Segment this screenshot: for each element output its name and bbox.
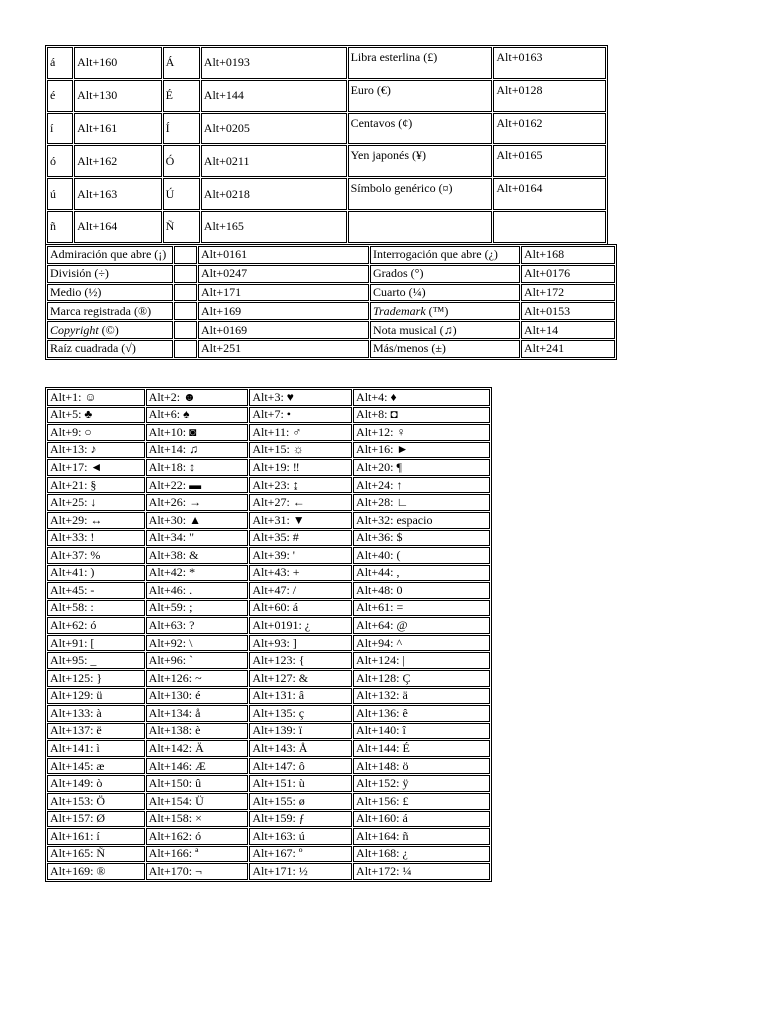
table-cell: Alt+152: ÿ	[353, 775, 490, 792]
table-cell: Alt+23: ↨	[249, 477, 352, 494]
table-cell: Alt+167: º	[249, 846, 352, 863]
table-cell: Alt+26: →	[146, 494, 249, 511]
table-cell: Alt+132: ä	[353, 688, 490, 705]
table-cell: Alt+130: é	[146, 688, 249, 705]
table-cell: Alt+58: :	[47, 600, 145, 617]
table-cell: Ú	[163, 178, 200, 210]
table-cell: Alt+150: û	[146, 775, 249, 792]
table-cell: Alt+165	[201, 211, 347, 243]
table-row	[47, 617, 490, 634]
table-row	[47, 758, 490, 775]
accented-letters-table	[45, 45, 608, 245]
table-cell	[174, 340, 197, 358]
table-cell: Alt+62: ó	[47, 617, 145, 634]
table-cell	[174, 284, 197, 302]
table-row	[47, 424, 490, 441]
table-cell: Alt+35: #	[249, 530, 352, 547]
table-row	[47, 321, 615, 339]
table-cell: Alt+163: ú	[249, 828, 352, 845]
table-cell: Alt+154: Ü	[146, 793, 249, 810]
table-cell: Alt+138: è	[146, 723, 249, 740]
table-cell: Alt+91: [	[47, 635, 145, 652]
table-row	[47, 775, 490, 792]
table-cell: Alt+136: ê	[353, 705, 490, 722]
symbols-table	[45, 244, 617, 360]
table-cell: Alt+39: '	[249, 547, 352, 564]
table-cell: Alt+148: ö	[353, 758, 490, 775]
table-cell: Alt+21: §	[47, 477, 145, 494]
table-cell: Alt+172	[521, 284, 615, 302]
table-cell: Alt+34: "	[146, 530, 249, 547]
table-row	[47, 723, 490, 740]
table-cell: Grados (°)	[370, 265, 520, 283]
table-cell: Alt+129: ü	[47, 688, 145, 705]
table-row	[47, 389, 490, 406]
table-cell: Alt+160: á	[353, 811, 490, 828]
table-cell: Alt+251	[198, 340, 369, 358]
table-cell: Marca registrada (®)	[47, 302, 173, 320]
table-cell: Alt+0161	[198, 246, 369, 264]
table-cell: Alt+42: *	[146, 565, 249, 582]
table-cell: Alt+140: î	[353, 723, 490, 740]
table-row	[47, 565, 490, 582]
table-row	[47, 705, 490, 722]
table-row	[47, 246, 615, 264]
table-cell: Alt+164: ñ	[353, 828, 490, 845]
table-row	[47, 635, 490, 652]
table-cell: Alt+3: ♥	[249, 389, 352, 406]
table-cell: Á	[163, 47, 200, 79]
table-cell: Alt+24: ↑	[353, 477, 490, 494]
table-cell: Alt+161: í	[47, 828, 145, 845]
table-cell: Alt+64: @	[353, 617, 490, 634]
table-row	[47, 284, 615, 302]
table-cell: Alt+44: ,	[353, 565, 490, 582]
table-cell: Alt+0176	[521, 265, 615, 283]
table-cell: Alt+0163	[493, 47, 606, 79]
table-row	[47, 600, 490, 617]
table-cell: Alt+127: &	[249, 670, 352, 687]
table-cell: Alt+135: ç	[249, 705, 352, 722]
table-cell: Alt+4: ♦	[353, 389, 490, 406]
table-cell: Í	[163, 113, 200, 145]
table-cell: Alt+126: ~	[146, 670, 249, 687]
table-cell: Alt+143: Å	[249, 740, 352, 757]
table-cell: Alt+168	[521, 246, 615, 264]
table-cell: Alt+36: $	[353, 530, 490, 547]
table-cell: Alt+0191: ¿	[249, 617, 352, 634]
table-cell: Alt+6: ♠	[146, 407, 249, 424]
table-row	[47, 477, 490, 494]
table-cell: Alt+46: .	[146, 582, 249, 599]
table-cell: Alt+0162	[493, 113, 606, 145]
table-cell	[174, 321, 197, 339]
table-cell: Alt+134: å	[146, 705, 249, 722]
table-cell: Alt+0247	[198, 265, 369, 283]
table-cell	[348, 211, 493, 243]
table-row	[47, 582, 490, 599]
table-row	[47, 793, 490, 810]
table-cell: Alt+162	[74, 145, 161, 177]
table-cell: Alt+8: ◘	[353, 407, 490, 424]
table-cell: Alt+159: ƒ	[249, 811, 352, 828]
table-cell: Alt+14: ♫	[146, 442, 249, 459]
table-cell: Interrogación que abre (¿)	[370, 246, 520, 264]
table-row	[47, 688, 490, 705]
table-cell: Alt+142: Ä	[146, 740, 249, 757]
table-cell: Alt+45: -	[47, 582, 145, 599]
table-row	[47, 547, 490, 564]
table-cell: Alt+2: ☻	[146, 389, 249, 406]
table-cell: Alt+168: ¿	[353, 846, 490, 863]
table-row	[47, 512, 490, 529]
table-cell: Alt+170: ¬	[146, 863, 249, 880]
table-cell: Alt+0153	[521, 302, 615, 320]
table-cell: Alt+128: Ç	[353, 670, 490, 687]
table-cell: Alt+12: ♀	[353, 424, 490, 441]
table-row	[47, 80, 606, 112]
table-cell: Alt+31: ▼	[249, 512, 352, 529]
table-cell: Alt+141: ì	[47, 740, 145, 757]
table-cell: Alt+18: ↕	[146, 459, 249, 476]
table-cell: ó	[47, 145, 73, 177]
table-cell: Alt+131: â	[249, 688, 352, 705]
table-cell: Alt+38: &	[146, 547, 249, 564]
table-cell: Alt+63: ?	[146, 617, 249, 634]
table-row	[47, 47, 606, 79]
table-cell: División (÷)	[47, 265, 173, 283]
table-cell: Alt+43: +	[249, 565, 352, 582]
table-cell: Alt+144: É	[353, 740, 490, 757]
table-cell: Alt+0218	[201, 178, 347, 210]
table-cell: Trademark (™)	[370, 302, 520, 320]
table-cell: Alt+137: ë	[47, 723, 145, 740]
table-cell: Medio (½)	[47, 284, 173, 302]
italic-term: Copyright	[50, 322, 99, 337]
table-row	[47, 340, 615, 358]
table-row	[47, 828, 490, 845]
table-cell: Alt+155: ø	[249, 793, 352, 810]
table-cell: Alt+96: `	[146, 652, 249, 669]
table-cell: Alt+163	[74, 178, 161, 210]
table-cell: Alt+164	[74, 211, 161, 243]
table-cell: Alt+19: ‼	[249, 459, 352, 476]
table-row	[47, 145, 606, 177]
table-cell: Alt+156: £	[353, 793, 490, 810]
table-cell: Alt+144	[201, 80, 347, 112]
table-cell: Ñ	[163, 211, 200, 243]
table-row	[47, 407, 490, 424]
table-cell: Alt+30: ▲	[146, 512, 249, 529]
table-cell: Alt+0193	[201, 47, 347, 79]
table-cell: Alt+41: )	[47, 565, 145, 582]
table-row	[47, 178, 606, 210]
table-cell: Alt+60: á	[249, 600, 352, 617]
table-cell	[174, 246, 197, 264]
table-cell: Alt+59: ;	[146, 600, 249, 617]
table-row	[47, 670, 490, 687]
table-cell	[174, 265, 197, 283]
table-cell: Alt+130	[74, 80, 161, 112]
table-cell: Alt+171: ½	[249, 863, 352, 880]
table-cell: Alt+32: espacio	[353, 512, 490, 529]
table-cell	[493, 211, 606, 243]
alt-codes-table	[45, 387, 492, 882]
italic-term: Trademark	[373, 303, 426, 318]
table-cell: Alt+125: }	[47, 670, 145, 687]
table-cell: Raíz cuadrada (√)	[47, 340, 173, 358]
table-cell: Más/menos (±)	[370, 340, 520, 358]
table-cell: Alt+0164	[493, 178, 606, 210]
table-cell: Alt+153: Ö	[47, 793, 145, 810]
table-cell: Alt+161	[74, 113, 161, 145]
table-cell: Alt+165: Ñ	[47, 846, 145, 863]
table-cell: Admiración que abre (¡)	[47, 246, 173, 264]
table-cell: Símbolo genérico (¤)	[348, 178, 493, 210]
table-row	[47, 811, 490, 828]
table-row	[47, 740, 490, 757]
table-cell: Alt+27: ←	[249, 494, 352, 511]
table-cell: Alt+158: ×	[146, 811, 249, 828]
table-cell: Alt+40: (	[353, 547, 490, 564]
table-cell: Alt+157: Ø	[47, 811, 145, 828]
table-cell: Alt+17: ◄	[47, 459, 145, 476]
table-cell: Alt+13: ♪	[47, 442, 145, 459]
table-cell: Cuarto (¼)	[370, 284, 520, 302]
table-cell: Copyright (©)	[47, 321, 173, 339]
table-cell: Alt+22: ▬	[146, 477, 249, 494]
table-cell: É	[163, 80, 200, 112]
table-row	[47, 265, 615, 283]
table-cell: ñ	[47, 211, 73, 243]
table-row	[47, 863, 490, 880]
table-cell: Alt+151: ù	[249, 775, 352, 792]
table-cell: Alt+124: |	[353, 652, 490, 669]
table-row	[47, 459, 490, 476]
table-cell: í	[47, 113, 73, 145]
table-cell: Alt+93: ]	[249, 635, 352, 652]
table-cell: Alt+0128	[493, 80, 606, 112]
table-cell: Alt+61: =	[353, 600, 490, 617]
table-cell: Alt+95: _	[47, 652, 145, 669]
table-row	[47, 530, 490, 547]
table-cell: Alt+1: ☺	[47, 389, 145, 406]
table-cell: Alt+9: ○	[47, 424, 145, 441]
table-cell: Alt+14	[521, 321, 615, 339]
table-row	[47, 652, 490, 669]
table-cell: Alt+15: ☼	[249, 442, 352, 459]
table-cell	[174, 302, 197, 320]
table-cell: Alt+16: ►	[353, 442, 490, 459]
table-cell: Alt+169: ®	[47, 863, 145, 880]
table-row	[47, 211, 606, 243]
table-cell: Alt+171	[198, 284, 369, 302]
table-cell: Alt+10: ◙	[146, 424, 249, 441]
table-cell: Alt+47: /	[249, 582, 352, 599]
table-cell: Alt+7: •	[249, 407, 352, 424]
table-cell: Alt+0205	[201, 113, 347, 145]
table-cell: Yen japonés (¥)	[348, 145, 493, 177]
table-cell: é	[47, 80, 73, 112]
table-cell: Alt+29: ↔	[47, 512, 145, 529]
table-cell: á	[47, 47, 73, 79]
table-cell: Alt+166: ª	[146, 846, 249, 863]
table-row	[47, 302, 615, 320]
table-row	[47, 846, 490, 863]
table-cell: Alt+123: {	[249, 652, 352, 669]
table-cell: Alt+48: 0	[353, 582, 490, 599]
table-cell: Alt+169	[198, 302, 369, 320]
table-cell: Alt+20: ¶	[353, 459, 490, 476]
table-cell: Alt+147: ô	[249, 758, 352, 775]
table-row	[47, 442, 490, 459]
table-cell: Ó	[163, 145, 200, 177]
table-cell: Alt+145: æ	[47, 758, 145, 775]
table-cell: Alt+146: Æ	[146, 758, 249, 775]
table-cell: Alt+25: ↓	[47, 494, 145, 511]
table-cell: Libra esterlina (£)	[348, 47, 493, 79]
table-cell: Alt+139: ï	[249, 723, 352, 740]
table-cell: Alt+92: \	[146, 635, 249, 652]
table-row	[47, 113, 606, 145]
table-cell: Alt+133: à	[47, 705, 145, 722]
table-cell: Nota musical (♫)	[370, 321, 520, 339]
table-cell: Alt+0211	[201, 145, 347, 177]
table-cell: Alt+11: ♂	[249, 424, 352, 441]
table-cell: Alt+149: ò	[47, 775, 145, 792]
table-cell: Alt+172: ¼	[353, 863, 490, 880]
table-cell: Alt+37: %	[47, 547, 145, 564]
table-row	[47, 494, 490, 511]
table-cell: Euro (€)	[348, 80, 493, 112]
table-cell: Alt+94: ^	[353, 635, 490, 652]
table-cell: Alt+162: ó	[146, 828, 249, 845]
table-cell: Alt+33: !	[47, 530, 145, 547]
table-cell: Centavos (¢)	[348, 113, 493, 145]
table-cell: ú	[47, 178, 73, 210]
table-cell: Alt+0169	[198, 321, 369, 339]
table-cell: Alt+241	[521, 340, 615, 358]
table-cell: Alt+5: ♣	[47, 407, 145, 424]
table-cell: Alt+0165	[493, 145, 606, 177]
table-cell: Alt+160	[74, 47, 161, 79]
table-cell: Alt+28: ∟	[353, 494, 490, 511]
